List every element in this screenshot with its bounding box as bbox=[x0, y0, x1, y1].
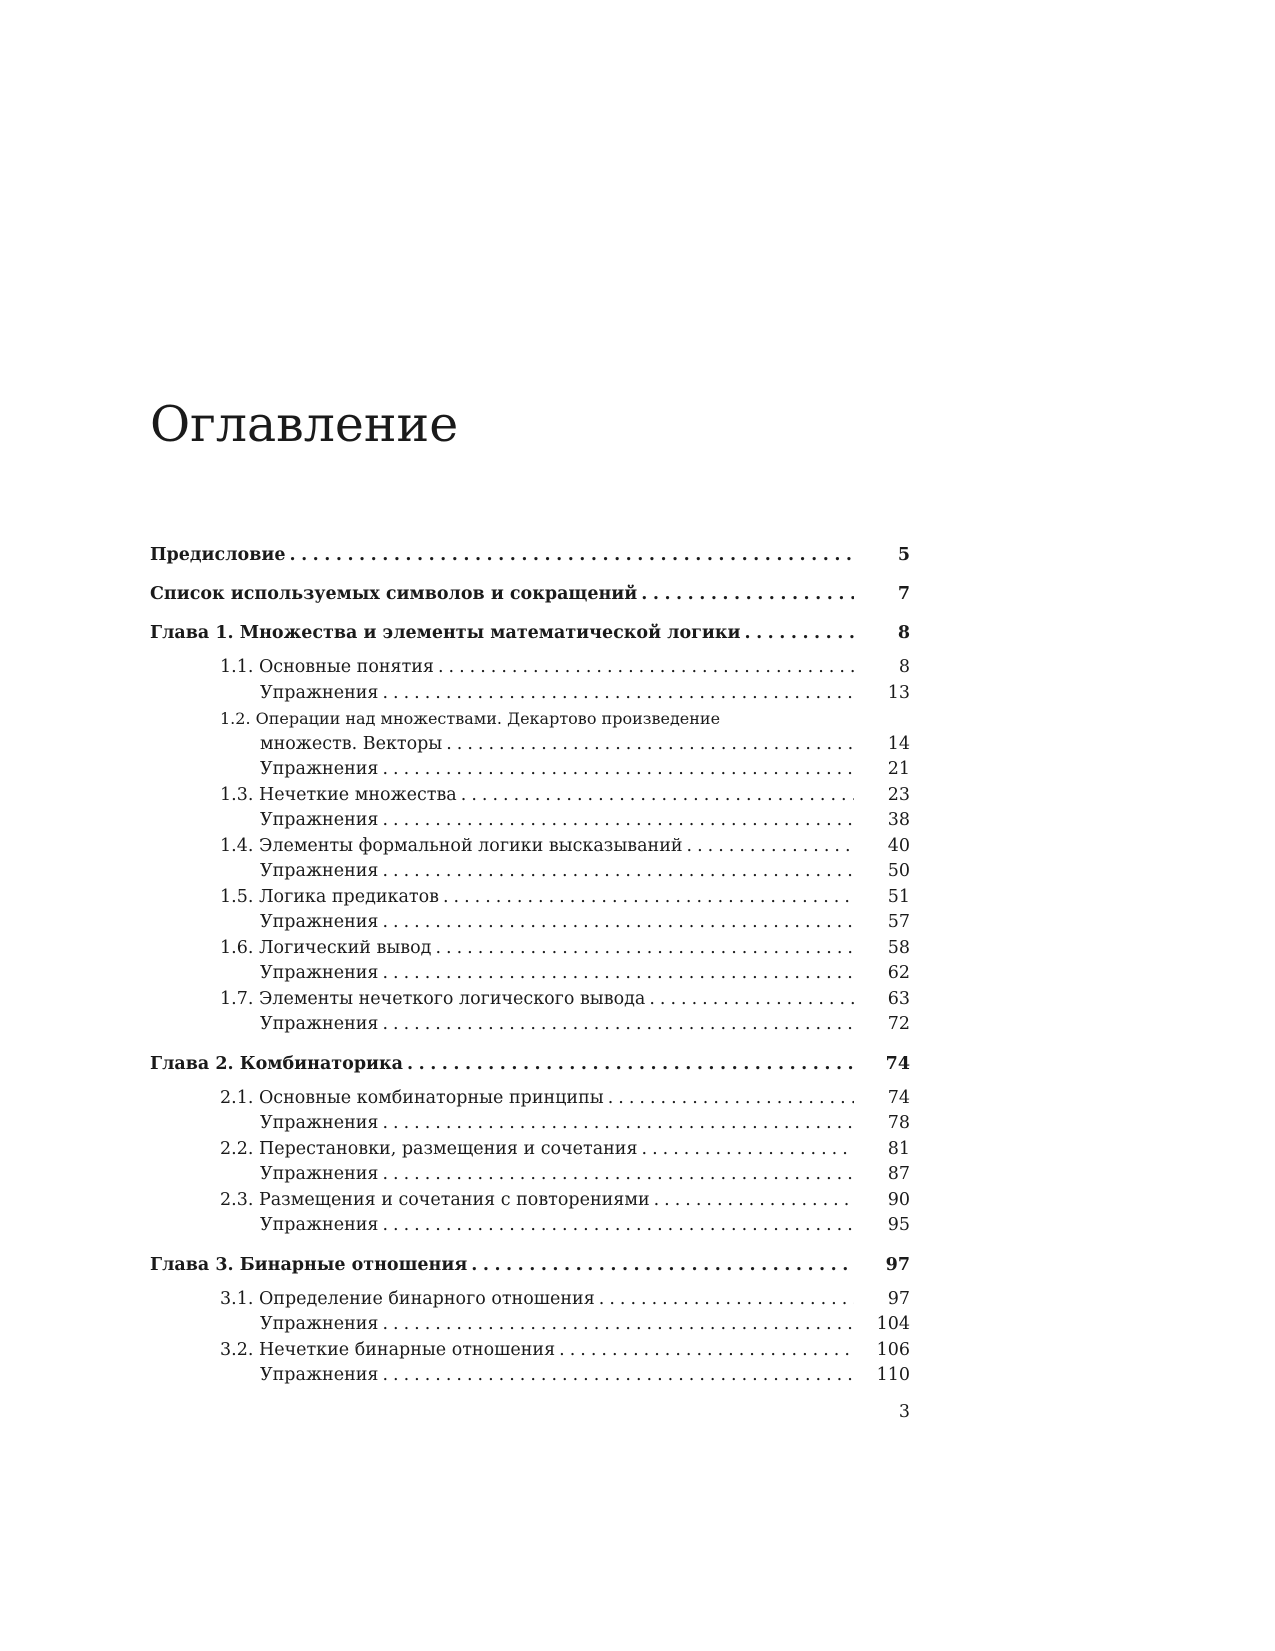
toc-entry-label: 1.4. Элементы формальной логики высказываний bbox=[220, 835, 683, 856]
leader-dots bbox=[382, 681, 854, 707]
toc-exercises-3-1[interactable] bbox=[150, 1312, 910, 1338]
toc-entry-label: Предисловие bbox=[150, 545, 286, 565]
toc-section-1-2-continuation[interactable] bbox=[150, 732, 910, 758]
leader-dots bbox=[382, 1012, 854, 1038]
toc-entry-page: 81 bbox=[887, 1138, 910, 1159]
toc-entry-page: 58 bbox=[887, 937, 910, 958]
toc-entry-label: 1.3. Нечеткие множества bbox=[220, 784, 457, 805]
toc-section-1-2[interactable] bbox=[150, 706, 910, 732]
toc-chapter-3[interactable] bbox=[150, 1252, 910, 1278]
toc-entry-label: Упражнения bbox=[260, 912, 379, 932]
toc-exercises-1-4[interactable] bbox=[150, 859, 910, 885]
toc-section-1-3[interactable] bbox=[150, 783, 910, 809]
toc-entry-label-continuation: множеств. Векторы bbox=[260, 733, 443, 754]
toc-entry-page: 8 bbox=[898, 657, 910, 677]
toc-section-3-1[interactable] bbox=[150, 1287, 910, 1313]
toc-entry-page: 40 bbox=[887, 835, 910, 856]
toc-entry-label: 2.1. Основные комбинаторные принципы bbox=[220, 1087, 604, 1108]
toc-entry-page: 14 bbox=[887, 733, 910, 754]
leader-dots bbox=[382, 1213, 854, 1239]
toc-entry-label: Глава 3. Бинарные отношения bbox=[150, 1254, 468, 1275]
toc-exercises-2-2[interactable] bbox=[150, 1162, 910, 1188]
toc-entry-label: Глава 1. Множества и элементы математической логики bbox=[150, 623, 741, 643]
leader-dots bbox=[435, 936, 854, 962]
toc-entry-page: 97 bbox=[885, 1254, 910, 1275]
page-title: Оглавление bbox=[150, 396, 459, 453]
toc-entry-page: 51 bbox=[887, 886, 910, 907]
toc-entry-label: 1.5. Логика предикатов bbox=[220, 886, 439, 907]
leader-dots bbox=[443, 885, 854, 911]
table-of-contents bbox=[150, 542, 910, 1389]
toc-entry-page: 57 bbox=[887, 912, 910, 932]
leader-dots bbox=[407, 1051, 854, 1077]
toc-entry-page: 50 bbox=[887, 861, 910, 881]
toc-exercises-2-1[interactable] bbox=[150, 1111, 910, 1137]
leader-dots bbox=[382, 1162, 854, 1188]
toc-entry-page: 106 bbox=[876, 1339, 910, 1360]
toc-entry-label: Упражнения bbox=[260, 1215, 379, 1235]
toc-entry-page: 90 bbox=[887, 1189, 910, 1210]
toc-section-1-1[interactable] bbox=[150, 655, 910, 681]
leader-dots bbox=[382, 1111, 854, 1137]
toc-entry-page: 74 bbox=[887, 1087, 910, 1108]
toc-entry-page: 5 bbox=[897, 545, 910, 565]
toc-entry-label: Упражнения bbox=[260, 759, 379, 779]
toc-entry-page: 8 bbox=[897, 623, 910, 643]
toc-entry-page: 110 bbox=[876, 1365, 910, 1385]
toc-chapter-2[interactable] bbox=[150, 1051, 910, 1077]
page-number: 3 bbox=[898, 1402, 910, 1422]
toc-entry-label: Упражнения bbox=[260, 1314, 379, 1334]
toc-entry-label: Глава 2. Комбинаторика bbox=[150, 1053, 404, 1074]
toc-entry-label: Упражнения bbox=[260, 810, 379, 830]
toc-entry-page: 95 bbox=[887, 1215, 910, 1235]
toc-entry-page: 38 bbox=[887, 810, 910, 830]
leader-dots bbox=[608, 1086, 854, 1112]
toc-entry-label: Упражнения bbox=[260, 682, 379, 703]
leader-dots bbox=[446, 732, 854, 758]
toc-entry-label: 1.6. Логический вывод bbox=[220, 937, 432, 958]
leader-dots bbox=[382, 961, 854, 987]
toc-entry-preface[interactable] bbox=[150, 542, 910, 568]
toc-section-1-6[interactable] bbox=[150, 936, 910, 962]
toc-entry-label: Упражнения bbox=[260, 1113, 379, 1133]
toc-section-2-2[interactable] bbox=[150, 1137, 910, 1163]
leader-dots bbox=[642, 1137, 854, 1163]
toc-exercises-1-6[interactable] bbox=[150, 961, 910, 987]
leader-dots bbox=[382, 910, 854, 936]
toc-exercises-1-7[interactable] bbox=[150, 1012, 910, 1038]
leader-dots bbox=[382, 859, 854, 885]
toc-entry-page: 104 bbox=[876, 1314, 910, 1334]
toc-entry-label: Упражнения bbox=[260, 1164, 379, 1184]
toc-entry-page: 74 bbox=[885, 1053, 910, 1074]
toc-exercises-1-1[interactable] bbox=[150, 681, 910, 707]
toc-entry-label: Упражнения bbox=[260, 1365, 379, 1385]
toc-section-1-7[interactable] bbox=[150, 987, 910, 1013]
toc-section-2-3[interactable] bbox=[150, 1188, 910, 1214]
toc-entry-page: 97 bbox=[887, 1288, 910, 1309]
leader-dots bbox=[461, 783, 854, 809]
toc-exercises-1-5[interactable] bbox=[150, 910, 910, 936]
leader-dots bbox=[744, 620, 854, 646]
toc-exercises-1-3[interactable] bbox=[150, 808, 910, 834]
leader-dots bbox=[438, 655, 854, 681]
leader-dots bbox=[654, 1188, 854, 1214]
toc-entry-label: Упражнения bbox=[260, 963, 379, 983]
toc-entry-page: 13 bbox=[887, 682, 910, 703]
toc-entry-label: 3.2. Нечеткие бинарные отношения bbox=[220, 1339, 556, 1360]
toc-chapter-1[interactable] bbox=[150, 620, 910, 646]
leader-dots bbox=[471, 1252, 854, 1278]
toc-section-1-5[interactable] bbox=[150, 885, 910, 911]
toc-entry-symbols[interactable] bbox=[150, 581, 910, 607]
leader-dots bbox=[649, 987, 854, 1013]
toc-exercises-3-2[interactable] bbox=[150, 1363, 910, 1389]
toc-entry-page: 87 bbox=[887, 1164, 910, 1184]
leader-dots bbox=[641, 581, 854, 607]
toc-entry-label: 1.1. Основные понятия bbox=[220, 657, 434, 677]
leader-dots bbox=[382, 1363, 854, 1389]
leader-dots bbox=[382, 757, 854, 783]
leader-dots bbox=[687, 834, 854, 860]
toc-entry-label: 1.7. Элементы нечеткого логического вывода bbox=[220, 988, 646, 1009]
toc-entry-label: 3.1. Определение бинарного отношения bbox=[220, 1288, 595, 1309]
toc-entry-label: Упражнения bbox=[260, 861, 379, 881]
leader-dots bbox=[559, 1338, 854, 1364]
toc-exercises-1-2[interactable] bbox=[150, 757, 910, 783]
leader-dots bbox=[382, 1312, 854, 1338]
toc-entry-page: 7 bbox=[897, 584, 910, 604]
toc-section-2-1[interactable] bbox=[150, 1086, 910, 1112]
toc-entry-page: 63 bbox=[887, 988, 910, 1009]
leader-dots bbox=[289, 542, 854, 568]
toc-entry-page: 21 bbox=[887, 759, 910, 779]
toc-entry-label: 1.2. Операции над множествами. Декартово произведение bbox=[220, 709, 721, 728]
toc-exercises-2-3[interactable] bbox=[150, 1213, 910, 1239]
toc-entry-label: 2.3. Размещения и сочетания с повторениями bbox=[220, 1189, 650, 1210]
leader-dots bbox=[599, 1287, 854, 1313]
toc-entry-page: 72 bbox=[887, 1014, 910, 1034]
toc-entry-label: 2.2. Перестановки, размещения и сочетания bbox=[220, 1138, 638, 1159]
toc-entry-page: 78 bbox=[887, 1113, 910, 1133]
leader-dots bbox=[382, 808, 854, 834]
toc-section-3-2[interactable] bbox=[150, 1338, 910, 1364]
toc-section-1-4[interactable] bbox=[150, 834, 910, 860]
toc-entry-label: Упражнения bbox=[260, 1014, 379, 1034]
toc-entry-label: Список используемых символов и сокращений bbox=[150, 584, 638, 604]
toc-entry-page: 23 bbox=[887, 784, 910, 805]
toc-entry-page: 62 bbox=[887, 963, 910, 983]
